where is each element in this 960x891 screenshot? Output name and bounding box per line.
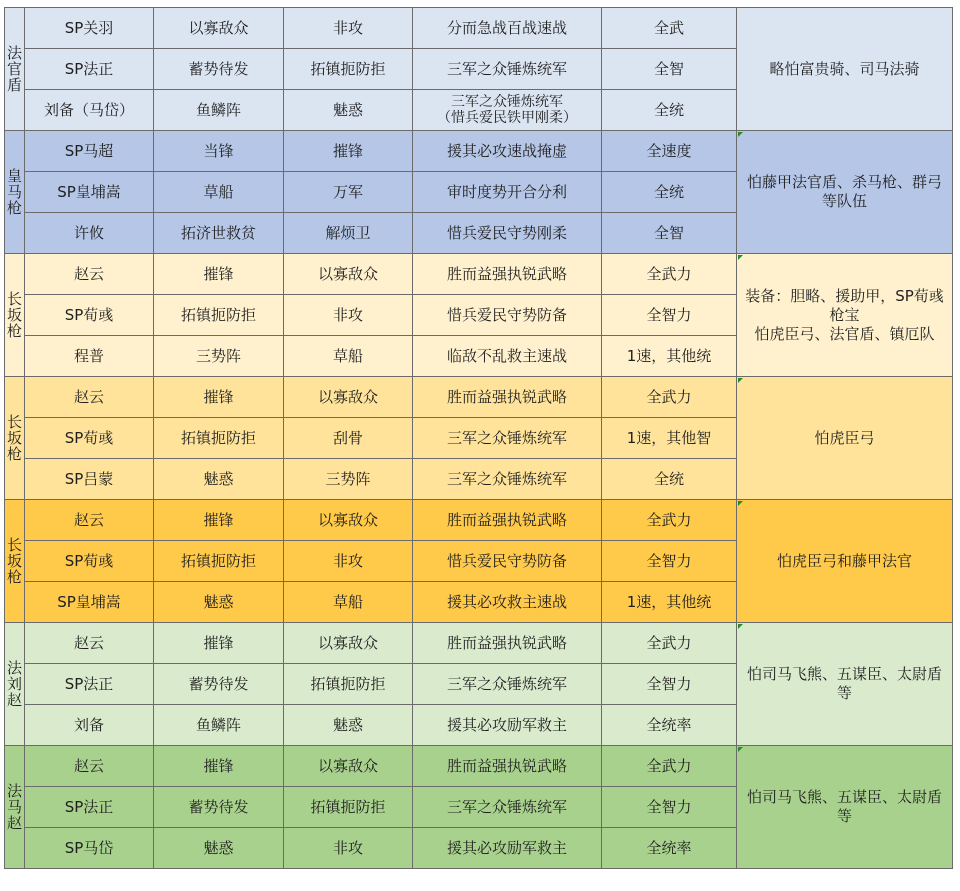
attr-cell: 全智力: [602, 541, 737, 582]
tactic-cell: 胜而益强执锐武略: [413, 500, 602, 541]
attr-cell: 1速，其他统: [602, 336, 737, 377]
table-row: [5, 377, 953, 418]
attr-cell: 全武力: [602, 377, 737, 418]
comment-marker: [738, 747, 743, 752]
hero-cell: SP荀彧: [25, 418, 154, 459]
attr-cell: 全智: [602, 49, 737, 90]
skill1-cell: 魅惑: [154, 828, 284, 869]
attr-cell: 全智力: [602, 295, 737, 336]
comment-marker: [738, 501, 743, 506]
group-label-char: 枪: [6, 322, 22, 340]
tactic-cell: 临敌不乱救主速战: [413, 336, 602, 377]
attr-cell: 1速，其他智: [602, 418, 737, 459]
skill2-cell: 解烦卫: [284, 213, 413, 254]
skill1-cell: 蓄势待发: [154, 49, 284, 90]
hero-cell: 赵云: [25, 623, 154, 664]
tactic-cell: 三军之众锤炼统军: [413, 664, 602, 705]
lineup-group: [5, 8, 953, 131]
group-label-char: 刘: [6, 675, 22, 693]
group-note: 怕司马飞熊、五谋臣、太尉盾等: [737, 746, 953, 869]
skill2-cell: 以寡敌众: [284, 500, 413, 541]
tactic-cell: 援其必攻救主速战: [413, 582, 602, 623]
group-label-char: 枪: [6, 445, 22, 463]
group-label: [5, 377, 25, 500]
group-label: [5, 500, 25, 623]
attr-cell: 全速度: [602, 131, 737, 172]
table-row: [5, 8, 953, 49]
hero-cell: SP荀彧: [25, 541, 154, 582]
skill1-cell: 以寡敌众: [154, 8, 284, 49]
attr-cell: 全武力: [602, 746, 737, 787]
group-label-char: 皇: [6, 167, 22, 185]
table-row: [5, 254, 953, 295]
lineup-table: [4, 7, 953, 869]
group-label: [5, 131, 25, 254]
skill1-cell: 摧锋: [154, 623, 284, 664]
group-note: 怕虎臣弓: [737, 377, 953, 500]
hero-cell: 赵云: [25, 377, 154, 418]
skill1-cell: 摧锋: [154, 254, 284, 295]
skill2-cell: 草船: [284, 582, 413, 623]
hero-cell: 赵云: [25, 746, 154, 787]
attr-cell: 全武: [602, 8, 737, 49]
skill1-cell: 摧锋: [154, 746, 284, 787]
group-label-char: 坂: [6, 429, 22, 447]
hero-cell: SP皇埔嵩: [25, 582, 154, 623]
skill2-cell: 非攻: [284, 541, 413, 582]
comment-marker: [738, 255, 743, 260]
tactic-cell: 三军之众锤炼统军: [413, 459, 602, 500]
tactic-cell: 三军之众锤炼统军: [413, 418, 602, 459]
hero-cell: 程普: [25, 336, 154, 377]
tactic-cell: 三军之众锤炼统军: [413, 787, 602, 828]
tactic-cell: 惜兵爱民守势防备: [413, 541, 602, 582]
group-note: 怕司马飞熊、五谋臣、太尉盾等: [737, 623, 953, 746]
tactic-cell: 胜而益强执锐武略: [413, 623, 602, 664]
tactic-cell: 三军之众锤炼统军: [413, 49, 602, 90]
hero-cell: SP马岱: [25, 828, 154, 869]
attr-cell: 全统: [602, 459, 737, 500]
hero-cell: SP吕蒙: [25, 459, 154, 500]
comment-marker: [738, 378, 743, 383]
skill2-cell: 拓镇扼防拒: [284, 787, 413, 828]
skill2-cell: 拓镇扼防拒: [284, 49, 413, 90]
hero-cell: 许攸: [25, 213, 154, 254]
skill1-cell: 摧锋: [154, 377, 284, 418]
tactic-cell: 援其必攻励军救主: [413, 705, 602, 746]
hero-cell: 赵云: [25, 254, 154, 295]
hero-cell: 刘备: [25, 705, 154, 746]
tactic-cell: 审时度势开合分利: [413, 172, 602, 213]
skill2-cell: 非攻: [284, 295, 413, 336]
skill2-cell: 刮骨: [284, 418, 413, 459]
skill1-cell: 鱼鳞阵: [154, 705, 284, 746]
skill1-cell: 拓济世救贫: [154, 213, 284, 254]
skill1-cell: 拓镇扼防拒: [154, 541, 284, 582]
skill2-cell: 拓镇扼防拒: [284, 664, 413, 705]
skill1-cell: 鱼鳞阵: [154, 90, 284, 131]
hero-cell: SP法正: [25, 49, 154, 90]
hero-cell: 刘备（马岱）: [25, 90, 154, 131]
skill1-cell: 拓镇扼防拒: [154, 295, 284, 336]
table-row: [5, 500, 953, 541]
group-label-char: 赵: [6, 691, 22, 709]
comment-marker: [738, 624, 743, 629]
tactic-cell: 惜兵爱民守势刚柔: [413, 213, 602, 254]
attr-cell: 全统: [602, 90, 737, 131]
hero-cell: SP皇埔嵩: [25, 172, 154, 213]
hero-cell: SP荀彧: [25, 295, 154, 336]
tactic-cell: 三军之众锤炼统军 （惜兵爱民铁甲刚柔）: [413, 90, 602, 131]
skill1-cell: 草船: [154, 172, 284, 213]
tactic-cell: 胜而益强执锐武略: [413, 746, 602, 787]
tactic-cell: 惜兵爱民守势防备: [413, 295, 602, 336]
skill1-cell: 拓镇扼防拒: [154, 418, 284, 459]
attr-cell: 全武力: [602, 623, 737, 664]
group-label-char: 法: [6, 659, 22, 677]
attr-cell: 全武力: [602, 500, 737, 541]
group-label-char: 盾: [6, 76, 22, 94]
group-label-char: 赵: [6, 814, 22, 832]
lineup-group: [5, 500, 953, 623]
tactic-cell: 援其必攻速战掩虚: [413, 131, 602, 172]
table-row: [5, 131, 953, 172]
attr-cell: 全武力: [602, 254, 737, 295]
attr-cell: 全统: [602, 172, 737, 213]
skill1-cell: 三势阵: [154, 336, 284, 377]
tactic-cell: 分而急战百战速战: [413, 8, 602, 49]
lineup-group: [5, 746, 953, 869]
skill1-cell: 蓄势待发: [154, 787, 284, 828]
skill2-cell: 以寡敌众: [284, 377, 413, 418]
skill2-cell: 魅惑: [284, 90, 413, 131]
group-label: [5, 254, 25, 377]
hero-cell: SP马超: [25, 131, 154, 172]
group-label-char: 马: [6, 798, 22, 816]
skill1-cell: 魅惑: [154, 459, 284, 500]
skill2-cell: 以寡敌众: [284, 623, 413, 664]
lineup-group: [5, 377, 953, 500]
hero-cell: SP法正: [25, 787, 154, 828]
skill1-cell: 魅惑: [154, 582, 284, 623]
lineup-group: [5, 254, 953, 377]
group-label-char: 法: [6, 44, 22, 62]
skill2-cell: 非攻: [284, 828, 413, 869]
skill2-cell: 三势阵: [284, 459, 413, 500]
hero-cell: 赵云: [25, 500, 154, 541]
group-note: 怕藤甲法官盾、杀马枪、群弓等队伍: [737, 131, 953, 254]
attr-cell: 全智力: [602, 664, 737, 705]
group-label-char: 枪: [6, 568, 22, 586]
group-label-char: 枪: [6, 199, 22, 217]
table-row: [5, 746, 953, 787]
group-label-char: 坂: [6, 306, 22, 324]
skill2-cell: 以寡敌众: [284, 254, 413, 295]
tactic-cell: 胜而益强执锐武略: [413, 377, 602, 418]
group-label: [5, 623, 25, 746]
group-label-char: 长: [6, 413, 22, 431]
group-label-char: 长: [6, 290, 22, 308]
lineup-group: [5, 623, 953, 746]
skill2-cell: 万军: [284, 172, 413, 213]
group-label-char: 法: [6, 782, 22, 800]
skill1-cell: 蓄势待发: [154, 664, 284, 705]
attr-cell: 全统率: [602, 828, 737, 869]
skill2-cell: 非攻: [284, 8, 413, 49]
skill2-cell: 魅惑: [284, 705, 413, 746]
group-label-char: 长: [6, 536, 22, 554]
table-row: [5, 623, 953, 664]
hero-cell: SP法正: [25, 664, 154, 705]
skill2-cell: 摧锋: [284, 131, 413, 172]
attr-cell: 1速，其他统: [602, 582, 737, 623]
skill1-cell: 摧锋: [154, 500, 284, 541]
group-note: 装备：胆略、援助甲，SP荀彧枪宝 怕虎臣弓、法官盾、镇厄队: [737, 254, 953, 377]
group-label: [5, 746, 25, 869]
group-note: 略怕富贵骑、司马法骑: [737, 8, 953, 131]
skill2-cell: 以寡敌众: [284, 746, 413, 787]
skill2-cell: 草船: [284, 336, 413, 377]
group-label: [5, 8, 25, 131]
group-note: 怕虎臣弓和藤甲法官: [737, 500, 953, 623]
group-label-char: 马: [6, 183, 22, 201]
attr-cell: 全统率: [602, 705, 737, 746]
attr-cell: 全智: [602, 213, 737, 254]
tactic-cell: 胜而益强执锐武略: [413, 254, 602, 295]
attr-cell: 全智力: [602, 787, 737, 828]
lineup-group: [5, 131, 953, 254]
tactic-cell: 援其必攻励军救主: [413, 828, 602, 869]
skill1-cell: 当锋: [154, 131, 284, 172]
group-label-char: 官: [6, 60, 22, 78]
group-label-char: 坂: [6, 552, 22, 570]
comment-marker: [738, 132, 743, 137]
hero-cell: SP关羽: [25, 8, 154, 49]
